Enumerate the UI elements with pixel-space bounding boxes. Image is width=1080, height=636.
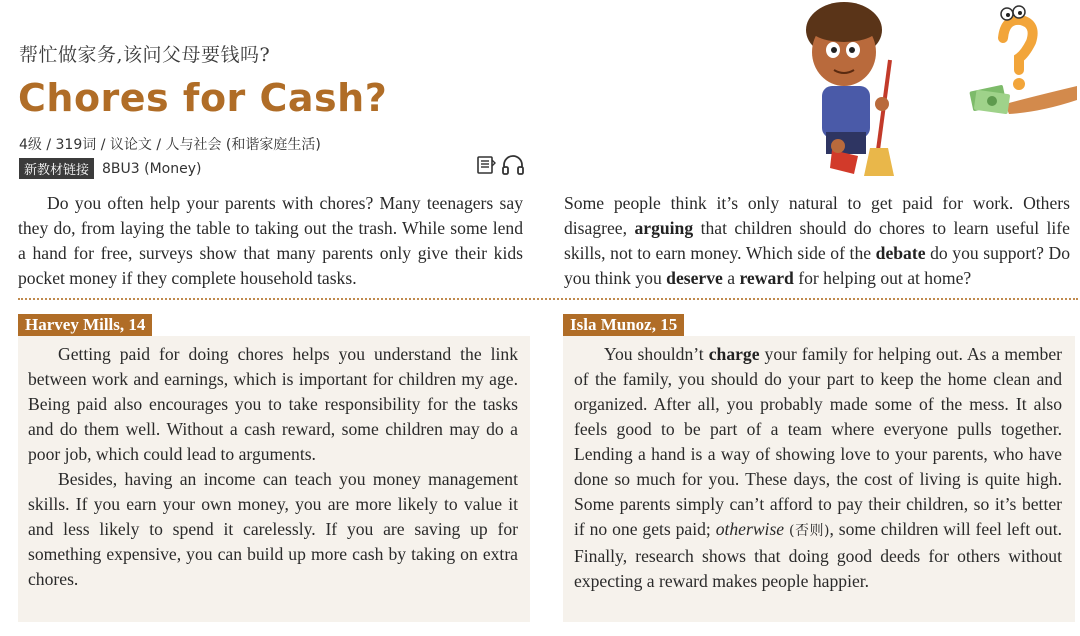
intro-left-text: Do you often help your parents with chores? Many teenagers say they do, from laying the table to taking out the trash. While some lend a hand for free, surveys show that many parents only give their kids pocket money if they complete household tasks. — [18, 193, 523, 288]
intro-right-text-3: do you support? Do you think you — [564, 243, 1070, 288]
opinion-name-isla: Isla Munoz, 15 — [563, 314, 684, 336]
harvey-paragraph-1-text: Getting paid for doing chores helps you understand the link between work and earnings, which is important for children my age. Being paid also encourages you to take responsibility for the tasks and do them well. Without a cash reward, some children may do a poor job, which could lead to arguments. — [28, 344, 518, 464]
subtitle-chinese: 帮忙做家务,该问父母要钱吗? — [19, 44, 271, 66]
textbook-link-text: 8BU3 (Money) — [102, 160, 202, 177]
isla-text-1: You shouldn’t — [604, 344, 709, 364]
media-icons — [475, 154, 525, 181]
intro-right-text-1: Some people think it’s only natural to get paid for work. Others disagree, — [564, 193, 1070, 238]
money-hand-question-illustration — [965, 0, 1080, 130]
vocab-arguing: arguing — [634, 218, 694, 238]
headphones-icon[interactable] — [501, 154, 525, 181]
opinion-panel-isla — [563, 336, 1075, 622]
opinion-panel-harvey — [18, 336, 530, 622]
vocab-deserve: deserve — [666, 268, 723, 288]
isla-text-2: your family for helping out. As a member of the family, you should do your part to keep the home clean and organized. After all, you probably made some of the mess. It also feels good to be part of a team where everyone pulls together. Lending a hand is a way of showing love to your parents, who have done so much for you. These days, the cost of living is quite high. Some parents simply can’t afford to pay their children, so it’s better if no one gets paid; — [574, 344, 1062, 539]
opinion-name-harvey: Harvey Mills, 14 — [18, 314, 152, 336]
intro-right-text-5: for helping out at home? — [793, 268, 972, 288]
harvey-paragraph-2 — [28, 467, 518, 592]
boy-sweeping-illustration — [792, 0, 912, 178]
vocab-reward: reward — [739, 268, 794, 288]
intro-right-paragraph — [564, 191, 1070, 291]
intro-right-text-2: that children should do chores to learn useful life skills, not to earn money. Which side of the — [564, 218, 1070, 263]
article-meta: 4级 / 319词 / 议论文 / 人与社会 (和谐家庭生活) — [19, 137, 321, 153]
page-title: Chores for Cash? — [18, 76, 388, 120]
vocab-charge: charge — [708, 344, 760, 364]
textbook-link-tag: 新教材链接 — [19, 158, 94, 179]
vocab-debate: debate — [875, 243, 926, 263]
section-divider — [18, 298, 1078, 300]
textbook-link — [19, 158, 201, 179]
vocab-otherwise: otherwise — [715, 519, 785, 539]
harvey-paragraph-2-text: Besides, having an income can teach you money management skills. If you earn your own money, you are more likely to value it and less likely to spend it carelessly. If you are saving up for something expensive, you can build up more cash by taking on extra chores. — [28, 469, 518, 589]
isla-text-3: , some children will feel left out. Finally, research shows that doing good deeds for others without expecting a reward makes people happier. — [574, 519, 1062, 591]
intro-left-paragraph — [18, 191, 523, 291]
book-icon[interactable] — [475, 154, 497, 181]
otherwise-gloss: (否则) — [784, 523, 830, 539]
intro-right-text-4: a — [722, 268, 740, 288]
isla-paragraph — [574, 342, 1062, 594]
harvey-paragraph-1 — [28, 342, 518, 467]
